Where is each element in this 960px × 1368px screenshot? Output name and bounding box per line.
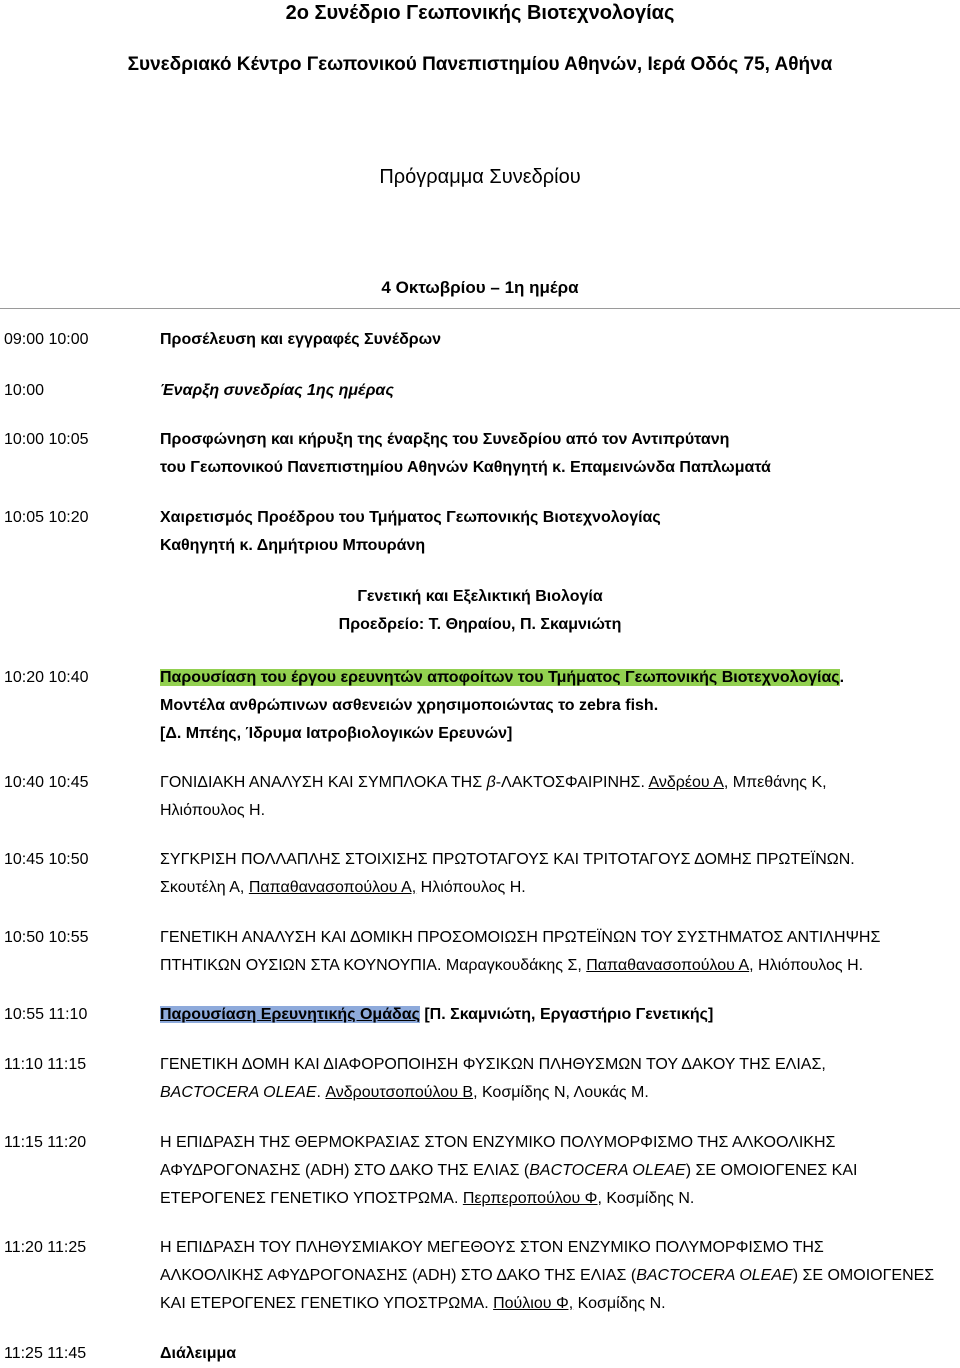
row-time: 11:20 11:25 (4, 1239, 87, 1256)
row-text (160, 426, 958, 482)
row-text (160, 769, 958, 825)
row-text (160, 664, 958, 748)
row-time: 10:50 10:55 (4, 929, 89, 946)
authors: Ηλιόπουλος Η. (416, 879, 526, 896)
row-text (160, 1051, 958, 1107)
row-text (160, 1129, 958, 1213)
text-line: Μοντέλα ανθρώπινων ασθενειών χρησιμοποιώντας το zebra fish. (160, 697, 659, 714)
divider (0, 308, 960, 309)
row-text: Έναρξη συνεδρίας 1ης ημέρας (160, 382, 394, 399)
text-line (160, 664, 958, 692)
row-text (160, 846, 958, 902)
text-line: ΓΕΝΕΤΙΚΗ ΑΝΑΛΥΣΗ ΚΑΙ ΔΟΜΙΚΗ ΠΡΟΣΟΜΟΙΩΣΗ ΠΡΩΤΕΪΝΩΝ ΤΟΥ ΣΥΣΤΗΜΑΤΟΣ ΑΝΤΙΛΗΨΗΣ (160, 929, 881, 946)
text-line: Προσφώνηση και κήρυξη της έναρξης του Συνεδρίου από τον Αντιπρύτανη (160, 431, 730, 448)
row-time: 11:25 11:45 (4, 1345, 87, 1362)
authors: Σκουτέλη Α, (160, 879, 249, 896)
talk-title-end: ΠΤΗΤΙΚΩΝ ΟΥΣΙΩΝ ΣΤΑ ΚΟΥΝΟΥΠΙΑ. Μαραγκουδάκης Σ, (160, 957, 587, 974)
text-line (160, 769, 958, 797)
row-time: 10:55 11:10 (4, 1006, 88, 1023)
text-fragment: ΕΤΕΡΟΓΕΝΕΣ ΓΕΝΕΤΙΚΟ ΥΠΟΣΤΡΩΜΑ. (160, 1190, 463, 1207)
row-text (160, 504, 958, 560)
row-time: 11:10 11:15 (4, 1056, 87, 1073)
text-fragment: ΑΛΚΟΟΛΙΚΗΣ ΑΦΥΔΡΟΓΟΝΑΣΗΣ (ADH) ΣΤΟ ΔΑΚΟ ΤΗΣ ΕΛΙΑΣ ( (160, 1267, 637, 1284)
presenter-name: Παπαθανασοπούλου Α (586, 957, 750, 974)
text-fragment: ΚΑΙ ΕΤΕΡΟΓΕΝΕΣ ΓΕΝΕΤΙΚΟ ΥΠΟΣΤΡΩΜΑ. (160, 1295, 494, 1312)
row-time: 10:05 10:20 (4, 509, 89, 526)
authors: , Κοσμίδης Ν, Λουκάς Μ. (473, 1084, 649, 1101)
row-text (160, 924, 958, 980)
text-line: Ηλιόπουλος Η. (160, 802, 266, 819)
row-time: 11:15 11:20 (4, 1134, 87, 1151)
presenter-name: Πούλιου Φ, (493, 1295, 574, 1312)
row-time: 10:40 10:45 (4, 774, 89, 791)
text-line: [Δ. Μπέης, Ίδρυμα Ιατροβιολογικών Ερευνών] (160, 725, 513, 742)
row-time: 09:00 10:00 (4, 331, 89, 348)
presenter-name: Περπεροπούλου Φ, (462, 1190, 602, 1207)
presenter-name: Παπαθανασοπούλου Α, (248, 879, 417, 896)
presenter-name: Ανδρουτσοπούλου Β (325, 1084, 474, 1101)
row-text (160, 1234, 958, 1318)
text-fragment: ) ΣΕ ΟΜΟΙΟΓΕΝΕΣ ΚΑΙ (685, 1162, 858, 1179)
conference-venue: Συνεδριακό Κέντρο Γεωπονικού Πανεπιστημίου Αθηνών, Ιερά Οδός 75, Αθήνα (127, 54, 833, 75)
species-name: BACTOCERA OLEAE (160, 1084, 317, 1101)
text-line (160, 1262, 958, 1290)
text-fragment: ) ΣΕ ΟΜΟΙΟΓΕΝΕΣ (792, 1267, 935, 1284)
authors: , Ηλιόπουλος Η. (749, 957, 864, 974)
program-heading: Πρόγραμμα Συνεδρίου (379, 166, 581, 188)
row-text: Διάλειμμα (160, 1345, 237, 1362)
text-line: του Γεωπονικού Πανεπιστημίου Αθηνών Καθηγητή κ. Επαμεινώνδα Παπλωματά (160, 459, 771, 476)
day-heading: 4 Οκτωβρίου – 1η ημέρα (381, 278, 579, 297)
session-title: Γενετική και Εξελικτική Βιολογία (357, 588, 603, 605)
conference-title: 2ο Συνέδριο Γεωπονικής Βιοτεχνολογίας (285, 2, 675, 24)
text-fragment: ΑΦΥΔΡΟΓΟΝΑΣΗΣ (ADH) ΣΤΟ ΔΑΚΟ ΤΗΣ ΕΛΙΑΣ ( (160, 1162, 530, 1179)
talk-title: ΓΟΝΙΔΙΑΚΗ ΑΝΑΛΥΣΗ ΚΑΙ ΣΥΜΠΛΟΚΑ ΤΗΣ (160, 774, 487, 791)
row-time: 10:20 10:40 (4, 669, 89, 686)
text-line (160, 1185, 958, 1213)
greek-beta: β (486, 774, 496, 791)
text-line: ΣΥΓΚΡΙΣΗ ΠΟΛΛΑΠΛΗΣ ΣΤΟΙΧΙΣΗΣ ΠΡΩΤΟΤΑΓΟΥΣ ΚΑΙ ΤΡΙΤΟΤΑΓΟΥΣ ΔΟΜΗΣ ΠΡΩΤΕΪΝΩΝ. (160, 851, 855, 868)
talk-title-end: -ΛΑΚΤΟΣΦΑΙΡΙΝΗΣ. (495, 774, 649, 791)
text-line: Χαιρετισμός Προέδρου του Τμήματος Γεωπονικής Βιοτεχνολογίας (160, 509, 661, 526)
text-line: ΓΕΝΕΤΙΚΗ ΔΟΜΗ ΚΑΙ ΔΙΑΦΟΡΟΠΟΙΗΣΗ ΦΥΣΙΚΩΝ ΠΛΗΘΥΣΜΩΝ ΤΟΥ ΔΑΚΟΥ ΤΗΣ ΕΛΙΑΣ, (160, 1056, 826, 1073)
species-name: BACTOCERA OLEAE (636, 1267, 793, 1284)
session-chairs: Προεδρείο: Τ. Θηραίου, Π. Σκαμνιώτη (338, 616, 622, 633)
species-name: BACTOCERA OLEAE (529, 1162, 686, 1179)
text-line: Η ΕΠΙΔΡΑΣΗ ΤΟΥ ΠΛΗΘΥΣΜΙΑΚΟΥ ΜΕΓΕΘΟΥΣ ΣΤΟΝ ΕΝΖΥΜΙΚΟ ΠΟΛΥΜΟΡΦΙΣΜΟ ΤΗΣ (160, 1239, 824, 1256)
text-fragment: [Π. Σκαμνιώτη, Εργαστήριο Γενετικής] (419, 1006, 714, 1023)
row-time: 10:00 10:05 (4, 431, 89, 448)
text-fragment: . (839, 669, 845, 686)
text-line: Η ΕΠΙΔΡΑΣΗ ΤΗΣ ΘΕΡΜΟΚΡΑΣΙΑΣ ΣΤΟΝ ΕΝΖΥΜΙΚΟ ΠΟΛΥΜΟΡΦΙΣΜΟ ΤΗΣ ΑΛΚΟΟΛΙΚΗΣ (160, 1134, 836, 1151)
authors: , Μπεθάνης Κ, (723, 774, 827, 791)
text-line: Καθηγητή κ. Δημήτριου Μπουράνη (160, 537, 426, 554)
row-text (160, 1001, 958, 1029)
row-time: 10:00 (4, 382, 45, 399)
text-fragment: . (316, 1084, 326, 1101)
row-text: Προσέλευση και εγγραφές Συνέδρων (160, 331, 442, 348)
authors: Κοσμίδης Ν. (573, 1295, 666, 1312)
highlighted-text: Παρουσίαση του έργου ερευνητών αποφοίτων του Τμήματος Γεωπονικής Βιοτεχνολογίας (160, 669, 840, 686)
text-line (160, 1079, 958, 1107)
presenter-name: Ανδρέου Α (648, 774, 724, 791)
row-time: 10:45 10:50 (4, 851, 89, 868)
text-line (160, 874, 958, 902)
authors: Κοσμίδης Ν. (601, 1190, 695, 1207)
highlighted-text: Παρουσίαση Ερευνητικής Ομάδας (160, 1006, 420, 1023)
text-line (160, 1290, 958, 1318)
text-line (160, 952, 958, 980)
text-line (160, 1157, 958, 1185)
